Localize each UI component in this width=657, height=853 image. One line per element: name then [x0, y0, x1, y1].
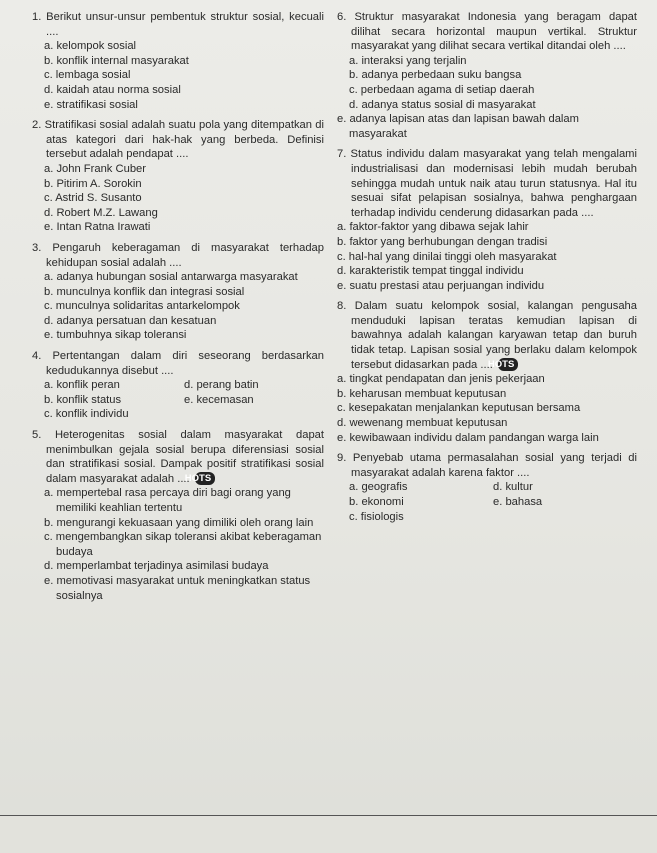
question-4	[32, 349, 324, 422]
question-7-option-c[interactable]: c. hal-hal yang dinilai tinggi oleh masyarakat	[337, 250, 557, 263]
page-bottom-margin	[0, 816, 657, 853]
question-3-option-d[interactable]: d. adanya persatuan dan kesatuan	[44, 314, 217, 327]
question-5	[32, 428, 324, 603]
question-5-option-a[interactable]: a. mempertebal rasa percaya diri bagi orang yang memiliki keahlian tertentu	[44, 487, 291, 514]
question-3-option-c[interactable]: c. munculnya solidaritas antarkelompok	[44, 300, 240, 313]
question-1	[32, 10, 324, 112]
question-5-option-c[interactable]: c. mengembangkan sikap toleransi akibat keberagaman budaya	[44, 531, 322, 558]
question-4-options-row-2	[32, 393, 324, 408]
question-6-option-c[interactable]: c. perbedaan agama di setiap daerah	[349, 83, 535, 96]
question-7-option-d[interactable]: d. karakteristik tempat tinggal individu	[337, 265, 524, 278]
question-1-option-d[interactable]: d. kaidah atau norma sosial	[44, 83, 181, 96]
question-5-stem	[32, 428, 324, 486]
question-6-option-d[interactable]: d. adanya status sosial di masyarakat	[349, 98, 536, 111]
question-3	[32, 241, 324, 343]
question-9-option-e[interactable]: e. bahasa	[493, 496, 543, 508]
question-8-option-d[interactable]: d. wewenang membuat keputusan	[337, 417, 508, 430]
question-1-option-b[interactable]: b. konflik internal masyarakat	[44, 54, 189, 67]
question-7-option-a[interactable]: a. faktor-faktor yang dibawa sejak lahir	[337, 221, 529, 234]
question-4-stem: 4. Pertentangan dalam diri seseorang berdasarkan kedudukannya disebut ....	[32, 350, 324, 377]
question-4-options-row-1	[32, 378, 324, 393]
question-6-option-a[interactable]: a. interaksi yang terjalin	[349, 54, 467, 67]
question-5-stem-text: 5. Heterogenitas sosial dalam masyarakat dapat menimbulkan gejala sosial berupa diferensiasi sosial dan stratifikasi sosial. Dampak positif stratifikasi sosial dalam masyarakat adalah ....	[32, 429, 324, 485]
question-2	[32, 118, 324, 235]
question-7-option-b[interactable]: b. faktor yang berhubungan dengan tradisi	[337, 235, 548, 248]
question-6-stem: 6. Struktur masyarakat Indonesia yang beragam dapat dilihat secara horizontal maupun vertikal. Struktur masyarakat yang dilihat secara vertikal ditandai oleh ....	[337, 11, 637, 53]
question-8-option-c[interactable]: c. kesepakatan menjalankan keputusan bersama	[337, 402, 581, 415]
question-1-option-c[interactable]: c. lembaga sosial	[44, 69, 131, 82]
question-2-option-a[interactable]: a. John Frank Cuber	[44, 162, 146, 175]
question-1-option-a[interactable]: a. kelompok sosial	[44, 40, 137, 53]
question-9-option-c[interactable]: c. fisiologis	[349, 510, 404, 523]
question-9-options-row-1	[337, 480, 637, 495]
question-8	[337, 299, 637, 445]
question-9-option-a[interactable]: a. geografis	[349, 481, 408, 494]
question-8-option-a[interactable]: a. tingkat pendapatan dan jenis pekerjaan	[337, 373, 545, 386]
question-9-option-b[interactable]: b. ekonomi	[349, 496, 404, 508]
question-5-option-e[interactable]: e. memotivasi masyarakat untuk meningkatkan status sosialnya	[44, 574, 311, 602]
question-2-option-e[interactable]: e. Intan Ratna Irawati	[44, 221, 151, 234]
question-4-option-d[interactable]: d. perang batin	[184, 379, 259, 392]
question-3-stem: 3. Pengaruh keberagaman di masyarakat terhadap kehidupan sosial adalah ....	[32, 241, 324, 269]
question-7	[337, 147, 637, 293]
question-9-options-row-2	[337, 495, 637, 510]
question-2-option-d[interactable]: d. Robert M.Z. Lawang	[44, 206, 158, 219]
left-column	[32, 10, 324, 609]
question-4-option-b[interactable]: b. konflik status	[44, 393, 122, 406]
question-7-option-e[interactable]: e. suatu prestasi atau perjuangan individu	[337, 279, 545, 292]
question-8-option-e[interactable]: e. kewibawaan individu dalam pandangan warga lain	[337, 431, 599, 444]
question-3-option-e[interactable]: e. tumbuhnya sikap toleransi	[44, 329, 187, 342]
question-6-option-e[interactable]: e. adanya lapisan atas dan lapisan bawah dalam masyarakat	[337, 113, 579, 140]
question-7-stem: 7. Status individu dalam masyarakat yang telah mengalami industrialisasi dan modernisasi lebih mudah berubah sehingga mudah untuk naik atau turun statusnya. Hal itu sesuai sifat pelapisan sosialnya, bahwa penghargaan terhadap individu cenderung didasarkan pada ....	[337, 148, 637, 219]
question-1-option-e[interactable]: e. stratifikasi sosial	[44, 98, 138, 111]
hots-badge: HOTS	[195, 472, 215, 485]
question-2-option-b[interactable]: b. Pitirim A. Sorokin	[44, 177, 142, 190]
question-3-option-a[interactable]: a. adanya hubungan sosial antarwarga masyarakat	[44, 271, 298, 284]
question-5-option-d[interactable]: d. memperlambat terjadinya asimilasi budaya	[44, 560, 269, 573]
question-4-option-c[interactable]: c. konflik individu	[44, 408, 129, 421]
question-1-stem: 1. Berikut unsur-unsur pembentuk struktur sosial, kecuali ....	[32, 11, 324, 38]
question-2-stem: 2. Stratifikasi sosial adalah suatu pola yang ditempatkan di atas kategori dari hak-hak yang berbeda. Definisi tersebut adalah pendapat ....	[32, 119, 324, 161]
question-6-option-b[interactable]: b. adanya perbedaan suku bangsa	[349, 69, 522, 82]
question-4-option-a[interactable]: a. konflik peran	[44, 379, 120, 392]
question-8-stem-text: 8. Dalam suatu kelompok sosial, kalangan pengusaha menduduki lapisan teratas kemudian lapisan di bawahnya adalah kalangan karyawan tetap dan buruh tidak tetap. Lapisan sosial yang berlaku dalam kelompok tersebut didasarkan pada ....	[337, 300, 637, 371]
question-5-option-b[interactable]: b. mengurangi kekuasaan yang dimiliki oleh orang lain	[44, 516, 314, 529]
question-6	[337, 10, 637, 141]
question-8-option-b[interactable]: b. keharusan membuat keputusan	[337, 387, 507, 400]
right-column	[337, 10, 637, 530]
question-8-stem	[337, 299, 637, 372]
question-9-stem: 9. Penyebab utama permasalahan sosial yang terjadi di masyarakat adalah karena faktor ....	[337, 452, 637, 479]
question-4-option-e[interactable]: e. kecemasan	[184, 393, 254, 406]
question-3-option-b[interactable]: b. munculnya konflik dan integrasi sosial	[44, 285, 245, 298]
question-9	[337, 451, 637, 524]
question-9-option-d[interactable]: d. kultur	[493, 481, 533, 494]
question-2-option-c[interactable]: c. Astrid S. Susanto	[44, 192, 142, 205]
hots-badge: HOTS	[498, 358, 518, 371]
